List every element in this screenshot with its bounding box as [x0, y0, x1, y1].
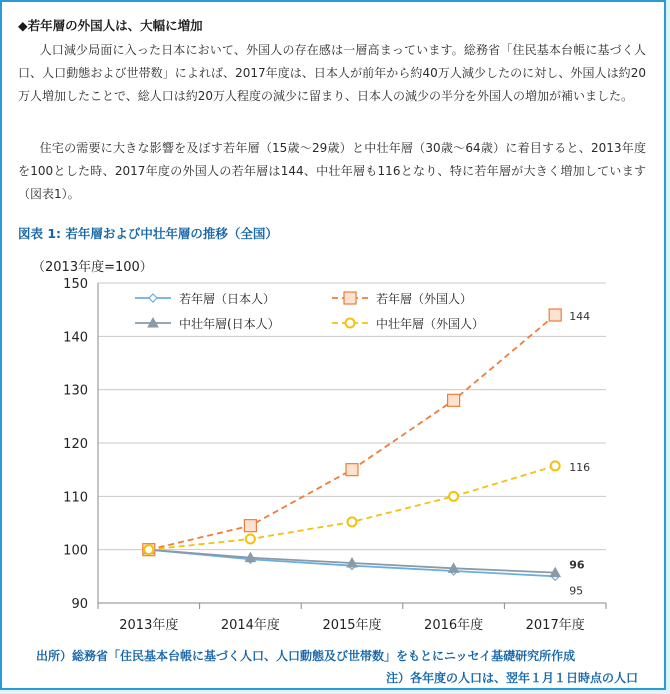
legend-label-3: 中壮年層（外国人）: [376, 317, 485, 331]
data-point-3-4: [551, 461, 560, 470]
data-point-3-0: [144, 545, 153, 554]
y-axis-label: （2013年度=100）: [32, 260, 153, 275]
data-point-1-4: [549, 309, 561, 321]
y-tick-label: 140: [63, 330, 88, 346]
data-point-3-2: [348, 517, 357, 526]
paragraph-1: 人口減少局面に入った日本において、外国人の存在感は一層高まっています。総務省「住民基本台帳に基づく人口、人口動態および世帯数」によれば、2017年度は、日本人が前年から約40万人減少したのに対し、外国人は約20万人増加したことで、総人口は約20万人程度の減少に留まり、日本人の減少の半分を外国人の増加が補いました。: [18, 43, 646, 103]
end-label-0: 95: [569, 584, 584, 598]
legend-label-0: 若年層（日本人）: [179, 292, 276, 306]
section-heading: ◆若年層の外国人は、大幅に増加: [18, 18, 203, 33]
legend-marker-3: [346, 319, 355, 328]
legend-marker-0: [149, 294, 157, 302]
chart-title: 図表 1: 若年層および中壮年層の推移（全国）: [18, 226, 278, 241]
end-label-3: 116: [569, 460, 591, 474]
x-tick-label: 2016年度: [424, 618, 484, 633]
x-tick-label: 2014年度: [220, 618, 280, 633]
footnote: 注）各年度の人口は、翌年１月１日時点の人口: [385, 671, 638, 685]
end-label-1: 144: [569, 310, 591, 323]
data-point-1-1: [244, 520, 256, 532]
legend-label-2: 中壮年層(日本人）: [179, 317, 280, 331]
x-tick-label: 2013年度: [119, 618, 179, 633]
y-tick-label: 120: [63, 437, 88, 452]
x-tick-label: 2015年度: [322, 618, 382, 633]
legend-marker-1: [344, 292, 356, 304]
data-point-3-3: [449, 492, 458, 501]
y-tick-label: 100: [63, 543, 88, 559]
y-tick-label: 110: [63, 490, 88, 506]
paragraph-2: 住宅の需要に大きな影響を及ぼす若年層（15歳～29歳）と中壮年層（30歳～64歳）に着目すると、2013年度を100とした時、2017年度の外国人の若年層は144、中壮年層も116となり、特に若年層が大きく増加しています（図表1）。: [18, 141, 646, 201]
y-tick-label: 130: [63, 383, 88, 399]
source-note: 出所）総務省「住民基本台帳に基づく人口、人口動態及び世帯数」をもとにニッセイ基礎研究所作成: [36, 649, 576, 663]
series-line-1: [149, 315, 555, 550]
data-point-1-2: [346, 464, 358, 476]
line-chart: [2, 247, 662, 645]
data-point-3-1: [246, 535, 255, 544]
x-tick-label: 2017年度: [525, 618, 585, 633]
y-tick-label: 150: [63, 277, 88, 292]
legend-label-1: 若年層（外国人）: [376, 292, 473, 306]
series-line-3: [149, 466, 555, 550]
y-tick-label: 90: [71, 597, 88, 612]
data-point-1-3: [448, 394, 460, 406]
end-label-2: 96: [569, 558, 585, 572]
